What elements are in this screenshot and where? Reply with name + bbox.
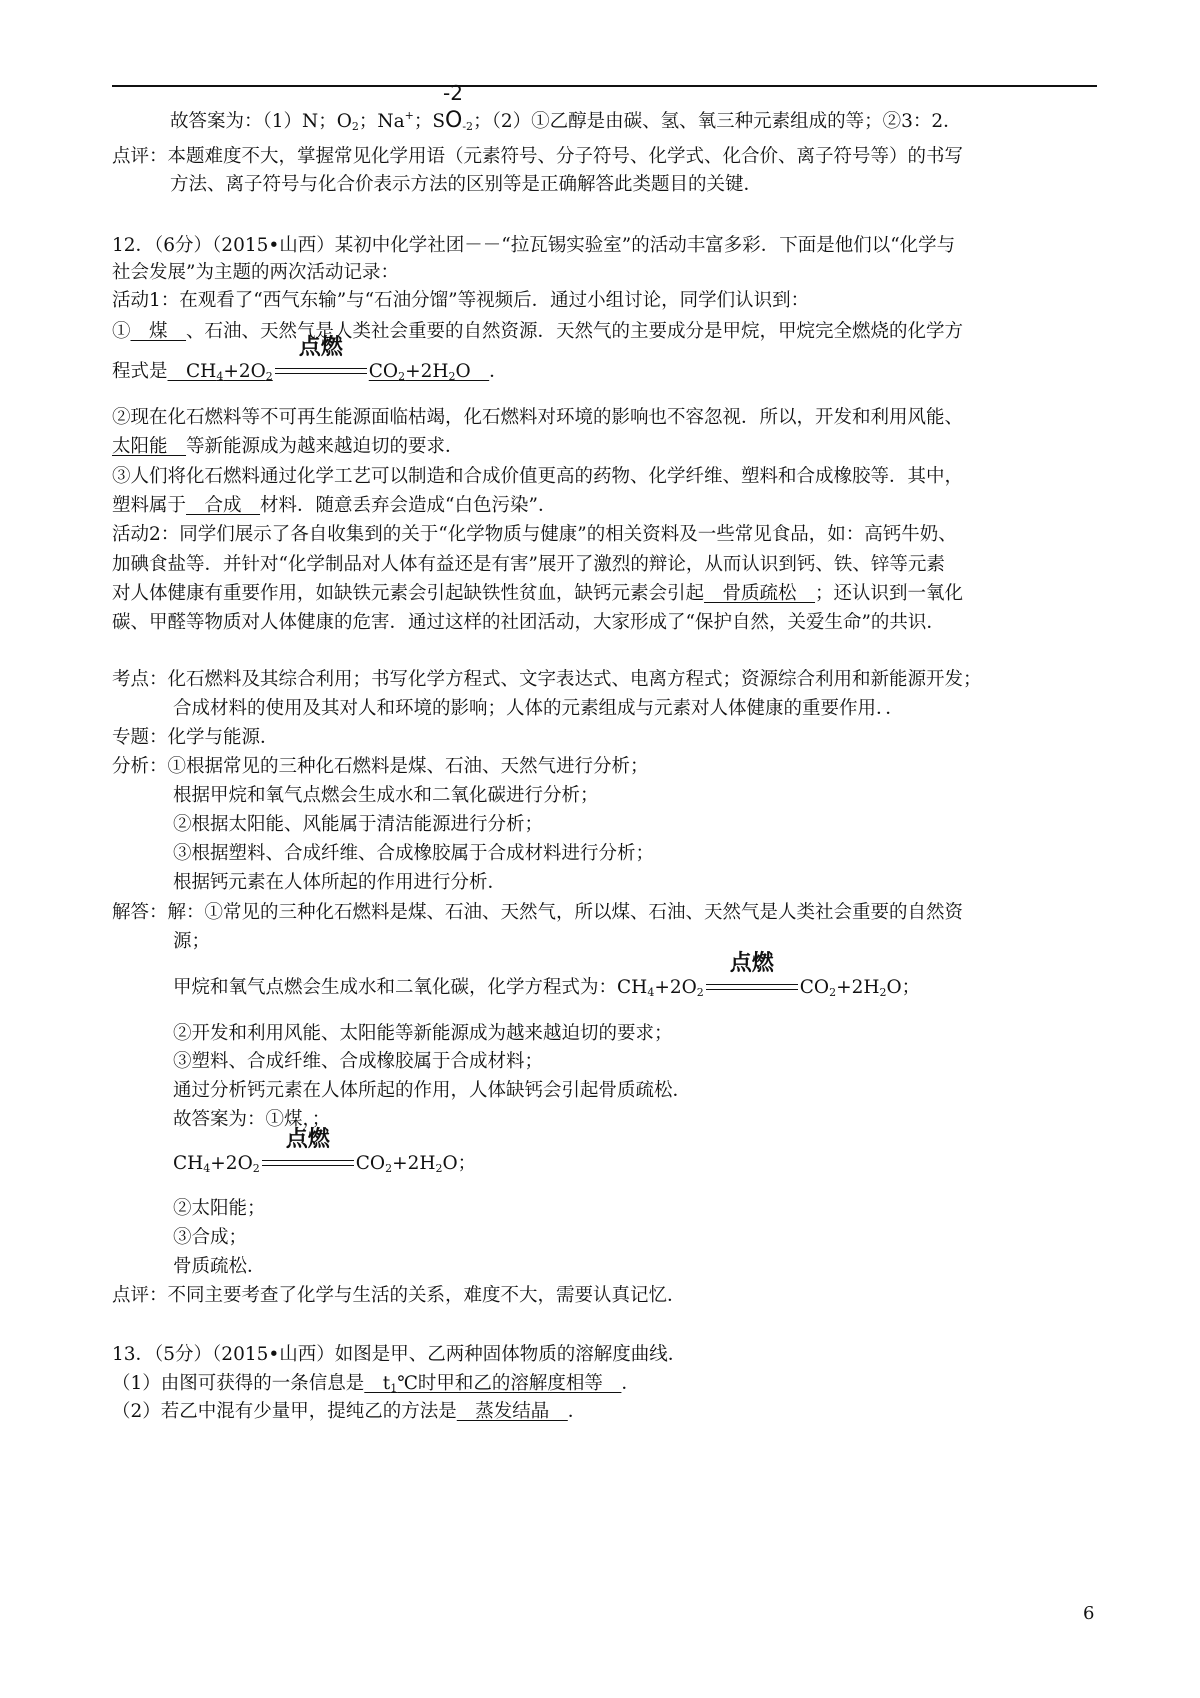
jieda-9: ②太阳能； [173, 1198, 266, 1219]
fenxi-3: ②根据太阳能、风能属于清洁能源进行分析； [173, 814, 544, 835]
answer-line: 故答案为：（1）N；$O_2$；Na+；S -2 $O_{-2}$；（2）①乙醇是由碳、氢、氧三种元素组成的等；②3：2． [170, 81, 962, 133]
q12-line-2: 社会发展”为主题的两次活动记录： [112, 262, 399, 283]
answer-evaporation: 蒸发结晶 [456, 1401, 568, 1422]
kaodian-line-2: 合成材料的使用及其对人和环境的影响；人体的元素组成与元素对人体健康的重要作用．． [173, 698, 904, 719]
jieda-6: 通过分析钙元素在人体所起的作用，人体缺钙会引起骨质疏松． [173, 1080, 692, 1101]
answer-coal: 煤 [130, 321, 187, 342]
q13-line-3: （2）若乙中混有少量甲，提纯乙的方法是 蒸发结晶 ． [112, 1401, 587, 1422]
answer-solubility: $t_1℃$时甲和乙的溶解度相等 [364, 1373, 622, 1395]
zhuanti: 专题：化学与能源． [112, 727, 279, 748]
jieda: 解答：解：①常见的三种化石燃料是煤、石油、天然气，所以煤、石油、天然气是人类社会重要的自然资 [112, 902, 964, 923]
jieda-5: ③塑料、合成纤维、合成橡胶属于合成材料； [173, 1051, 544, 1072]
valence-mark: -2 O [443, 81, 463, 133]
answer-solar: 太阳能 [112, 436, 187, 457]
q12-line-7: 太阳能 等新能源成为越来越迫切的要求． [112, 436, 464, 457]
fenxi-2: 根据甲烷和氧气点燃会生成水和二氧化碳进行分析； [173, 785, 599, 806]
page-number: 6 [1083, 1603, 1095, 1624]
q13-line-2: （1）由图可获得的一条信息是 $t_1℃$时甲和乙的溶解度相等 ． [112, 1373, 640, 1395]
q12-line-3: 活动1：在观看了“西气东输”与“石油分馏”等视频后．通过小组讨论，同学们认识到： [112, 290, 810, 311]
q12-line-9: 塑料属于 合成 材料．随意丢弃会造成“白色污染”． [112, 495, 557, 516]
jieda-11: 骨质疏松． [173, 1256, 266, 1277]
jieda-7: 故答案为：①煤，； [173, 1109, 331, 1130]
q12-line-13: 碳、甲醛等物质对人体健康的危害．通过这样的社团活动，大家形成了“保护自然，关爱生命”的共识． [112, 612, 945, 633]
jieda-10: ③合成； [173, 1227, 248, 1248]
q12-line-8: ③人们将化石燃料通过化学工艺可以制造和合成价值更高的药物、化学纤维、塑料和合成橡胶等．其中， [112, 466, 964, 487]
q12-line-10: 活动2：同学们展示了各自收集到的关于“化学物质与健康”的相关资料及一些常见食品，如：高钙牛奶、 [112, 524, 957, 545]
fenxi-4: ③根据塑料、合成纤维、合成橡胶属于合成材料进行分析； [173, 843, 655, 864]
review-2: 点评：不同主要考查了化学与生活的关系，难度不大，需要认真记忆． [112, 1285, 686, 1306]
q12-line-11: 加碘食盐等．并针对“化学制品对人体有益还是有害”展开了激烈的辩论，从而认识到钙、铁、锌等元素 [112, 554, 945, 575]
methane-equation-2: $CH_4+2O_2$ 点燃 $CO_2+2H_2O$ [617, 951, 902, 999]
kaodian-label: 考点：化石燃料及其综合利用；书写化学方程式、文字表达式、电离方程式；资源综合利用和新能源开发； [112, 669, 982, 690]
answer-osteoporosis: 骨质疏松 [704, 583, 816, 604]
jieda-8: $CH_4+2O_2$ 点燃 $CO_2+2H_2O$； [173, 1152, 476, 1181]
q12-line-12: 对人体健康有重要作用，如缺铁元素会引起缺铁性贫血，缺钙元素会引起 骨质疏松 ；还认识到一氧化 [112, 583, 964, 604]
review-text: 方法、离子符号与化合价表示方法的区别等是正确解答此类题目的关键． [170, 174, 763, 195]
q13-line-1: 13．（5分）（2015•山西）如图是甲、乙两种固体物质的溶解度曲线． [112, 1344, 687, 1365]
fenxi-5: 根据钙元素在人体所起的作用进行分析． [173, 872, 507, 893]
methane-equation-3: $CH_4+2O_2$ 点燃 $CO_2+2H_2O$ [173, 1127, 458, 1175]
jieda-3: 甲烷和氧气点燃会生成水和二氧化碳，化学方程式为：$CH_4+2O_2$ 点燃 $CO_2+2H_2O$； [173, 976, 920, 1005]
jieda-4: ②开发和利用风能、太阳能等新能源成为越来越迫切的要求； [173, 1023, 673, 1044]
methane-equation: $CH_4+2O_2$ 点燃 $CO_2+2H_2O$ [167, 335, 490, 383]
q12-equation-line: 程式是 $CH_4+2O_2$ 点燃 $CO_2+2H_2O$ ． [112, 360, 508, 389]
q12-line-1: 12．（6分）（2015•山西）某初中化学社团－－“拉瓦锡实验室”的活动丰富多彩．下面是他们以“化学与 [112, 235, 956, 256]
review-label: 点评：本题难度不大，掌握常见化学用语（元素符号、分子符号、化学式、化合价、离子符号等）的书写 [112, 146, 964, 167]
jieda-2: 源； [173, 931, 211, 952]
q12-line-6: ②现在化石燃料等不可再生能源面临枯竭，化石燃料对环境的影响也不容忽视．所以，开发和利用风能、 [112, 407, 964, 428]
answer-synthetic: 合成 [186, 495, 261, 516]
header-rule [112, 85, 1097, 87]
q12-line-4: ① 煤 、石油、天然气是人类社会重要的自然资源．天然气的主要成分是甲烷，甲烷完全燃烧的化学方 [112, 321, 964, 342]
fenxi: 分析：①根据常见的三种化石燃料是煤、石油、天然气进行分析； [112, 756, 649, 777]
